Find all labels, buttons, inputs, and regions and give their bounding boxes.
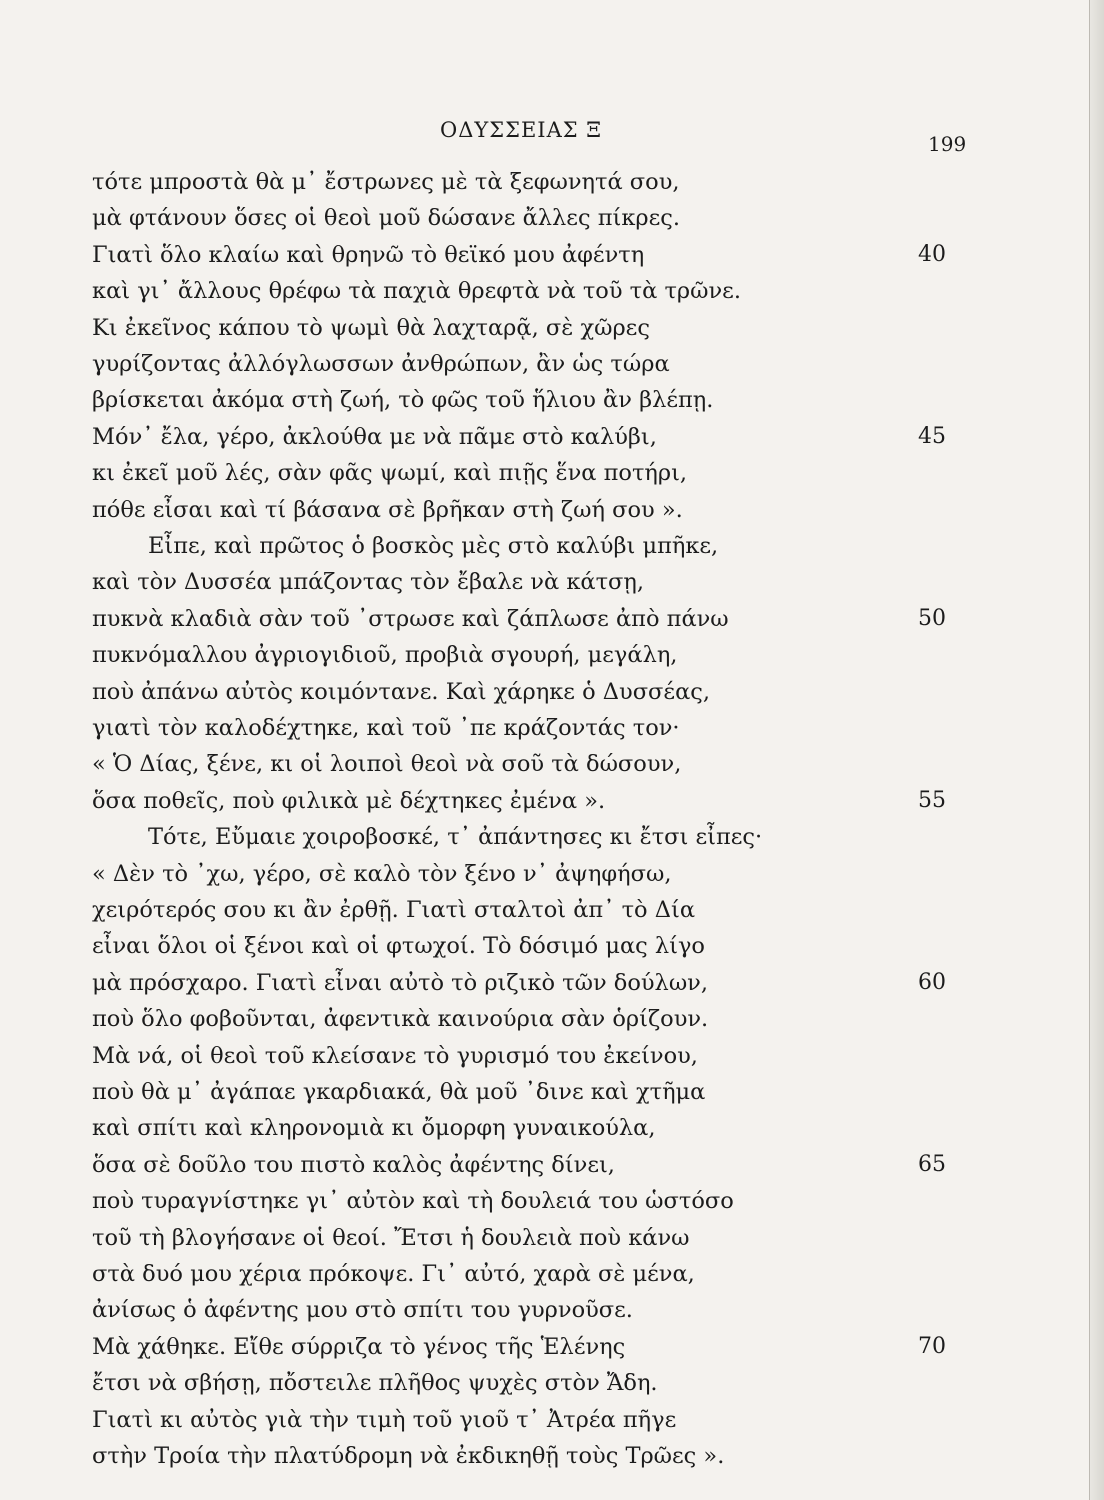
verse-line: ποὺ τυραγνίστηκε γι᾿ αὐτὸν καὶ τὴ δουλειά του ὡστόσο <box>92 1188 734 1214</box>
verse-line: εἶναι ὅλοι οἱ ξένοι καὶ οἱ φτωχοί. Τὸ δόσιμό μας λίγο <box>92 933 705 959</box>
page-edge <box>1089 0 1104 1500</box>
verse-line: ὅσα σὲ δοῦλο του πιστὸ καλὸς ἀφέντης δίνει, <box>92 1152 615 1178</box>
verse-line: μὰ φτάνουν ὅσες οἱ θεοὶ μοῦ δώσανε ἄλλες πίκρες. <box>92 205 681 231</box>
verse-line: μὰ πρόσχαρο. Γιατὶ εἶναι αὐτὸ τὸ ριζικὸ τῶν δούλων, <box>92 970 708 996</box>
verse-line: Τότε, Εὔμαιε χοιροβοσκέ, τ᾿ ἀπάντησες κι ἔτσι εἶπες· <box>148 824 763 850</box>
verse-line: Γιατὶ ὅλο κλαίω καὶ θρηνῶ τὸ θεϊκό μου ἀφέντη <box>92 242 645 268</box>
verse-line: Μὰ χάθηκε. Εἴθε σύρριζα τὸ γένος τῆς Ἑλένης <box>92 1334 626 1360</box>
verse-line: τότε μπροστὰ θὰ μ᾿ ἔστρωνες μὲ τὰ ξεφωνητά σου, <box>92 169 680 195</box>
verse-line: Γιατὶ κι αὐτὸς γιὰ τὴν τιμὴ τοῦ γιοῦ τ᾿ Ἀτρέα πῆγε <box>92 1407 677 1433</box>
verse-line: ἀνίσως ὁ ἀφέντης μου στὸ σπίτι του γυρνοῦσε. <box>92 1297 633 1323</box>
line-number: 55 <box>918 788 946 813</box>
verse-line: κι ἐκεῖ μοῦ λές, σὰν φᾶς ψωμί, καὶ πιῇς ἕνα ποτήρι, <box>92 460 688 486</box>
verse-line: στὴν Τροία τὴν πλατύδρομη νὰ ἐκδικηθῇ τοὺς Τρῶες ». <box>92 1443 725 1469</box>
verse-line: ποὺ ἀπάνω αὐτὸς κοιμόντανε. Καὶ χάρηκε ὁ Δυσσέας, <box>92 679 711 705</box>
verse-line: Μὰ νά, οἱ θεοὶ τοῦ κλείσανε τὸ γυρισμό του ἐκείνου, <box>92 1043 698 1069</box>
line-number: 45 <box>918 424 946 449</box>
verse-line: ἔτσι νὰ σβήσῃ, πὄστειλε πλῆθος ψυχὲς στὸν Ἄδη. <box>92 1370 658 1396</box>
verse-line: βρίσκεται ἀκόμα στὴ ζωή, τὸ φῶς τοῦ ἥλιου ἂν βλέπῃ. <box>92 387 714 413</box>
verse-line: πυκνὰ κλαδιὰ σὰν τοῦ ᾿στρωσε καὶ ζάπλωσε ἀπὸ πάνω <box>92 606 729 632</box>
line-number: 65 <box>918 1152 946 1177</box>
verse-line: γυρίζοντας ἀλλόγλωσσων ἀνθρώπων, ἂν ὡς τώρα <box>92 351 670 377</box>
verse-line: « Δὲν τὸ ᾿χω, γέρο, σὲ καλὸ τὸν ξένο ν᾿ ἀψηφήσω, <box>92 861 672 887</box>
verse-line: τοῦ τὴ βλογήσανε οἱ θεοί. Ἔτσι ἡ δουλειὰ ποὺ κάνω <box>92 1225 690 1251</box>
line-number: 60 <box>918 970 946 995</box>
running-header: ΟΔΥΣΣΕΙΑΣ Ξ <box>440 118 603 142</box>
verse-line: ποὺ θὰ μ᾿ ἀγάπαε γκαρδιακά, θὰ μοῦ ᾿δινε καὶ χτῆμα <box>92 1079 706 1105</box>
verse-line: ποὺ ὅλο φοβοῦνται, ἀφεντικὰ καινούρια σὰν ὁρίζουν. <box>92 1006 709 1032</box>
verse-line: Μόν᾿ ἔλα, γέρο, ἀκλούθα με νὰ πᾶμε στὸ καλύβι, <box>92 424 657 450</box>
verse-line: καὶ γι᾿ ἄλλους θρέφω τὰ παχιὰ θρεφτὰ νὰ τοῦ τὰ τρῶνε. <box>92 278 741 304</box>
line-number: 40 <box>918 242 946 267</box>
line-number: 50 <box>918 606 946 631</box>
verse-line: καὶ τὸν Δυσσέα μπάζοντας τὸν ἔβαλε νὰ κάτσῃ, <box>92 569 645 595</box>
verse-line: γιατὶ τὸν καλοδέχτηκε, καὶ τοῦ ᾿πε κράζοντάς τον· <box>92 715 680 741</box>
verse-line: « Ὁ Δίας, ξένε, κι οἱ λοιποὶ θεοὶ νὰ σοῦ τὰ δώσουν, <box>92 751 682 777</box>
page-number: 199 <box>928 132 967 156</box>
verse-line: Κι ἐκεῖνος κάπου τὸ ψωμὶ θὰ λαχταρᾷ, σὲ χῶρες <box>92 315 650 341</box>
verse-line: Εἶπε, καὶ πρῶτος ὁ βοσκὸς μὲς στὸ καλύβι μπῆκε, <box>148 533 719 559</box>
line-number: 70 <box>918 1334 946 1359</box>
verse-line: στὰ δυό μου χέρια πρόκοψε. Γι᾿ αὐτό, χαρὰ σὲ μένα, <box>92 1261 695 1287</box>
verse-line: πυκνόμαλλου ἀγριογιδιοῦ, προβιὰ σγουρή, μεγάλη, <box>92 642 678 668</box>
verse-line: πόθε εἶσαι καὶ τί βάσανα σὲ βρῆκαν στὴ ζωή σου ». <box>92 497 683 523</box>
verse-line: καὶ σπίτι καὶ κληρονομιὰ κι ὄμορφη γυναικούλα, <box>92 1115 656 1141</box>
verse-line: χειρότερός σου κι ἂν ἐρθῇ. Γιατὶ σταλτοὶ ἀπ᾿ τὸ Δία <box>92 897 696 923</box>
verse-line: ὅσα ποθεῖς, ποὺ φιλικὰ μὲ δέχτηκες ἐμένα ». <box>92 788 606 814</box>
